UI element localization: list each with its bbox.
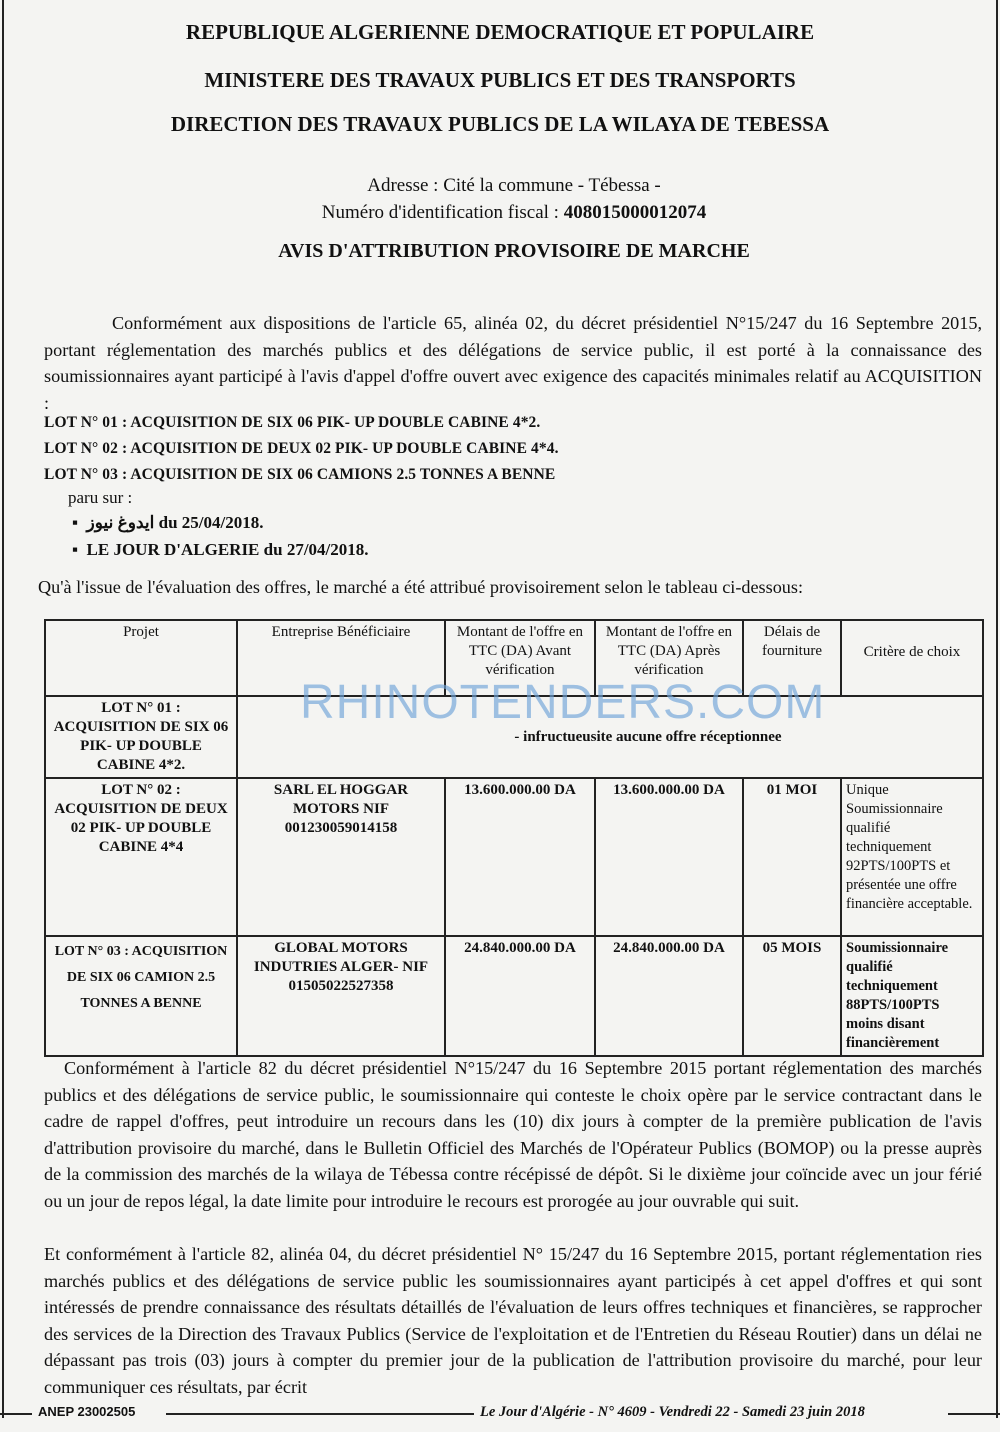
header-ministry: MINISTERE DES TRAVAUX PUBLICS ET DES TRANSPORTS [204, 68, 796, 92]
paru-label: paru sur : [68, 488, 133, 507]
lot2-montant-avant: 13.600.000.00 DA [445, 778, 595, 936]
header-entreprise: Entreprise Bénéficiaire [237, 620, 445, 696]
footer-journal: Le Jour d'Algérie - N° 4609 - Vendredi 22 - Samedi 23 juin 2018 [480, 1404, 865, 1420]
lot2-montant-apres: 13.600.000.00 DA [595, 778, 743, 936]
lot2-delais: 01 MOI [743, 778, 841, 936]
lot1-projet: LOT N° 01 : ACQUISITION DE SIX 06 PIK- UP DOUBLE CABINE 4*2. [45, 696, 237, 778]
table-intro: Qu'à l'issue de l'évaluation des offres, le marché a été attribué provisoirement selon le tableau ci-dessous: [38, 577, 804, 597]
publication-name: LE JOUR D'ALGERIE [86, 540, 260, 559]
footer-rule-middle [166, 1413, 474, 1415]
nif-value: 408015000012074 [563, 202, 707, 223]
lot3-montant-avant: 24.840.000.00 DA [445, 936, 595, 1056]
publication-date: du 25/04/2018. [154, 513, 264, 532]
lot2-critere: Unique Soumissionnaire qualifié techniquement 92PTS/100PTS et présentée une offre financière acceptable. [841, 778, 983, 936]
header-montant-avant: Montant de l'offre en TTC (DA) Avant vérification [445, 620, 595, 696]
header-montant-apres: Montant de l'offre en TTC (DA) Après vérification [595, 620, 743, 696]
intro-paragraph: Conformément aux dispositions de l'article 65, alinéa 02, du décret présidentiel N°15/247 du 16 Septembre 2015, portant réglementation des marchés publics et des délégations de service public, il est porté à la connaissance des soumissionnaires ayant participé à l'avis d'appel d'offre ouvert avec exigence des capacités minimales relatif au ACQUISITION : [44, 313, 982, 413]
table-row-lot3 [45, 936, 983, 1056]
lot3-critere: Soumissionnaire qualifié techniquement 88PTS/100PTS moins disant financièrement [841, 936, 983, 1056]
footer-rule-right [948, 1413, 1000, 1415]
header-projet: Projet [45, 620, 237, 696]
lot2-entreprise: SARL EL HOGGAR MOTORS NIF 001230059014158 [237, 778, 445, 936]
bullet-icon: ▪ [72, 513, 87, 532]
publication-date: du 27/04/2018. [259, 540, 369, 559]
publication-name: ايدوغ نيوز [86, 513, 155, 532]
header-direction: DIRECTION DES TRAVAUX PUBLICS DE LA WILAYA DE TEBESSA [170, 112, 830, 136]
footer-anep: ANEP 23002505 [38, 1404, 136, 1419]
lot-line-1: LOT N° 01 : ACQUISITION DE SIX 06 PIK- UP DOUBLE CABINE 4*2. [44, 414, 541, 431]
publication-2 [72, 540, 369, 560]
recours-paragraph: Conformément à l'article 82 du décret présidentiel N°15/247 du 16 Septembre 2015 portant réglementation des marchés publics et des délégations de service public, le soumissionnaire qui conteste le choix opère par le service contractant dans le cadre de rappel d'offres, peut introduire un recours dans les (10) dix jours à compter de la première publication de l'avis d'attribution provisoire du marché, dans le Bulletin Officiel des Marchés de l'Opérateur Publics (BOMOP) ou la presse auprès de la commission des marchés de la wilaya de Tébessa contre récépissé de dépôt. Si le dixième jour coïncide avec un jour férié ou un jour de repos légal, la date limite pour introduire le recours est prorogée au jour ouvrable qui suit. [44, 1058, 982, 1211]
address: Adresse : Cité la commune - Tébessa - [367, 175, 661, 196]
nif-label: Numéro d'identification fiscal : [321, 202, 564, 223]
watermark: RHINOTENDERS.COM [300, 676, 826, 729]
resultats-paragraph: Et conformément à l'article 82, alinéa 04, du décret présidentiel N° 15/247 du 16 Septembre 2015, portant réglementation ries marchés publics et des délégations de service public les soumissionnaires ayant participés à cet appel d'offres et qui sont intéressés de prendre connaissance des résultats détaillés de l'évaluation de leurs offres techniques et financières, se rapprocher des services de la Direction des Travaux Publics (Service de l'exploitation et de l'Entretien du Réseau Routier) dans un délai ne dépassant pas trois (03) jours à compter du premier jour de la publication de l'attribution provisoire du marché, pour leur communiquer ces résultats, par écrit [44, 1244, 982, 1397]
table-row-lot2 [45, 778, 983, 936]
header-critere: Critère de choix [841, 620, 983, 696]
lot3-projet: LOT N° 03 : ACQUISITION DE SIX 06 CAMION 2.5 TONNES A BENNE [45, 936, 237, 1056]
notice-title: AVIS D'ATTRIBUTION PROVISOIRE DE MARCHE [278, 240, 750, 262]
lot-line-2: LOT N° 02 : ACQUISITION DE DEUX 02 PIK- UP DOUBLE CABINE 4*4. [44, 440, 559, 457]
lot3-entreprise: GLOBAL MOTORS INDUTRIES ALGER- NIF 01505022527358 [237, 936, 445, 1056]
nif-line [14, 202, 1000, 224]
lot1-result: - infructueusite aucune offre réceptionnee [237, 696, 983, 778]
lot-line-3: LOT N° 03 : ACQUISITION DE SIX 06 CAMIONS 2.5 TONNES A BENNE [44, 466, 556, 483]
lot3-montant-apres: 24.840.000.00 DA [595, 936, 743, 1056]
header-delais: Délais de fourniture [743, 620, 841, 696]
publication-1 [72, 513, 263, 533]
lot2-projet: LOT N° 02 : ACQUISITION DE DEUX 02 PIK- UP DOUBLE CABINE 4*4 [45, 778, 237, 936]
footer-rule-left [0, 1413, 32, 1415]
header-republic: REPUBLIQUE ALGERIENNE DEMOCRATIQUE ET POPULAIRE [185, 20, 815, 44]
bullet-icon: ▪ [72, 540, 87, 559]
lot3-delais: 05 MOIS [743, 936, 841, 1056]
